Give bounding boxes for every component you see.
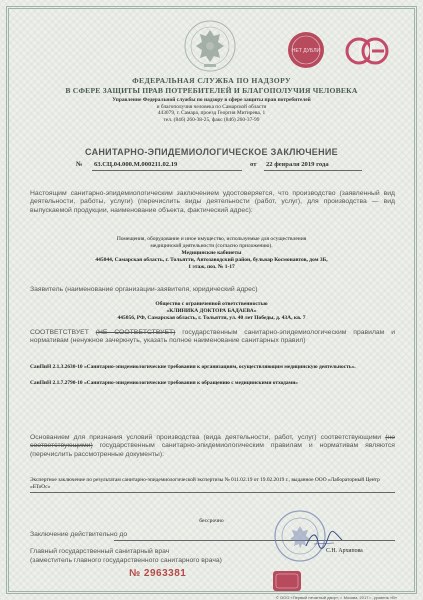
agency-name: ФЕДЕРАЛЬНАЯ СЛУЖБА ПО НАДЗОРУ xyxy=(132,76,291,85)
seal-text: НЕТ ДУБЛИ xyxy=(291,48,321,54)
certificate-content xyxy=(14,10,409,600)
date-prefix: от xyxy=(250,161,257,168)
validity-label: Заключение действительно до xyxy=(30,531,128,538)
deputy-chief-doctor-title: (заместитель главного государственного санитарного врача) xyxy=(30,557,222,564)
intro-paragraph: Настоящим санитарно-эпидемиологическим заключением удостоверяется, что производство (заявленный вид деятельности, работы, услуги) (перечислить виды деятельности (работ, услуг), для производства — вид выпускаемой продукции, наименование объекта, фактический адрес): xyxy=(30,190,395,214)
basis-struck: (не соответствующими) xyxy=(30,434,395,450)
object-line-1: Помещения, оборудование и иное имущество, используемые для осуществления xyxy=(116,236,307,242)
number-underline xyxy=(92,170,242,171)
validity-underline xyxy=(114,540,395,541)
applicant-line-1: Общество с ограниченной ответственностью xyxy=(155,301,268,307)
document-title: САНИТАРНО-ЭПИДЕМИОЛОГИЧЕСКОЕ ЗАКЛЮЧЕНИЕ xyxy=(85,147,338,157)
printer-footer: © ООО «Первый печатный двор», г. Москва, 2017 г., уровень «В» xyxy=(276,595,398,600)
basis-paragraph xyxy=(30,434,395,459)
object-line-5: 1 этаж, поз. № 1-17 xyxy=(188,264,235,270)
form-serial-number: № 2963381 xyxy=(129,568,187,579)
conformity-paragraph xyxy=(30,329,395,346)
agency-name-2: В СФЕРЕ ЗАЩИТЫ ПРАВ ПОТРЕБИТЕЛЕЙ И БЛАГОПОЛУЧИЯ ЧЕЛОВЕКА xyxy=(65,86,358,95)
applicant-line-3: 445056, РФ, Самарская область, г. Тольятти, ул. 40 лет Победы, д. 43А, кв. 7 xyxy=(117,315,306,321)
conformity-struck: (НЕ СООТВЕТСТВУЕТ) xyxy=(95,329,176,336)
validity-term: бессрочно xyxy=(199,518,224,524)
basis-pre: Основанием для признания условий производства (вида деятельности, работ, услуг) соответствующими xyxy=(30,434,382,441)
department-address: 443079, г. Самара, проезд Георгия Митирева, 1 xyxy=(157,110,266,116)
chief-doctor-name: С.Н. Архипова xyxy=(326,548,363,554)
department-phone: тел. (846) 260-38-25, факс (846) 260-37-99 xyxy=(163,116,260,123)
sanpin-rule-2: СанПиН 2.1.7.2790-10 «Санитарно-эпидемиологические требования к обращению с медицинскими отходами» xyxy=(30,380,298,386)
se-logo-icon xyxy=(344,36,390,66)
object-line-3: Медицинские кабинеты xyxy=(181,250,242,256)
applicant-line-2: «КЛИНИКА ДОКТОРА БАДАЕВА» xyxy=(166,308,257,314)
bottom-hologram-icon xyxy=(272,570,302,592)
basis-text: государственным санитарно-эпидемиологическим правилам и нормативам являются (перечислить рассмотренные документы): xyxy=(30,442,395,458)
department-line-1: Управление Федеральной службы по надзору в сфере защиты прав потребителей xyxy=(112,97,311,103)
conformity-status: СООТВЕТСТВУЕТ xyxy=(30,329,89,336)
applicant-label: Заявитель (наименование организации-заявителя, юридический адрес) xyxy=(30,286,258,293)
object-line-2: медицинской деятельности (согласно приложению). xyxy=(150,243,273,249)
conformity-text: государственным санитарно-эпидемиологическим правилам и нормативам (ненужное зачеркнуть, указать полное наименование санитарных правил) xyxy=(30,329,396,345)
date-underline xyxy=(264,170,362,171)
expert-underline xyxy=(30,492,395,493)
chief-doctor-title: Главный государственный санитарный врач xyxy=(30,548,170,555)
number-prefix: № xyxy=(76,161,83,168)
hologram-seal-icon xyxy=(286,30,326,70)
expert-conclusion: Экспертное заключение по результатам санитарно-эпидемиологической экспертизы № 011.02.19 от 19.02.2019 г., выданное ООО «Лабораторный Центр «БТоОс» xyxy=(30,477,380,490)
certificate-date: 22 февраля 2019 года xyxy=(266,161,329,168)
certificate-number: 63.СЦ.04.000.М.000211.02.19 xyxy=(94,161,178,168)
object-line-4: 445044, Самарская область, г. Тольятти, Автозаводский район, бульвар Космонавтов, дом 3Б, xyxy=(95,257,328,263)
department-line-2: и благополучия человека по Самарской области xyxy=(156,103,267,110)
sanpin-rule-1: СанПиН 2.1.3.2630-10 «Санитарно-эпидемиологические требования к организациям, осуществляющим медицинскую деятельность». xyxy=(30,364,356,370)
double-eagle-emblem-icon xyxy=(182,18,238,74)
